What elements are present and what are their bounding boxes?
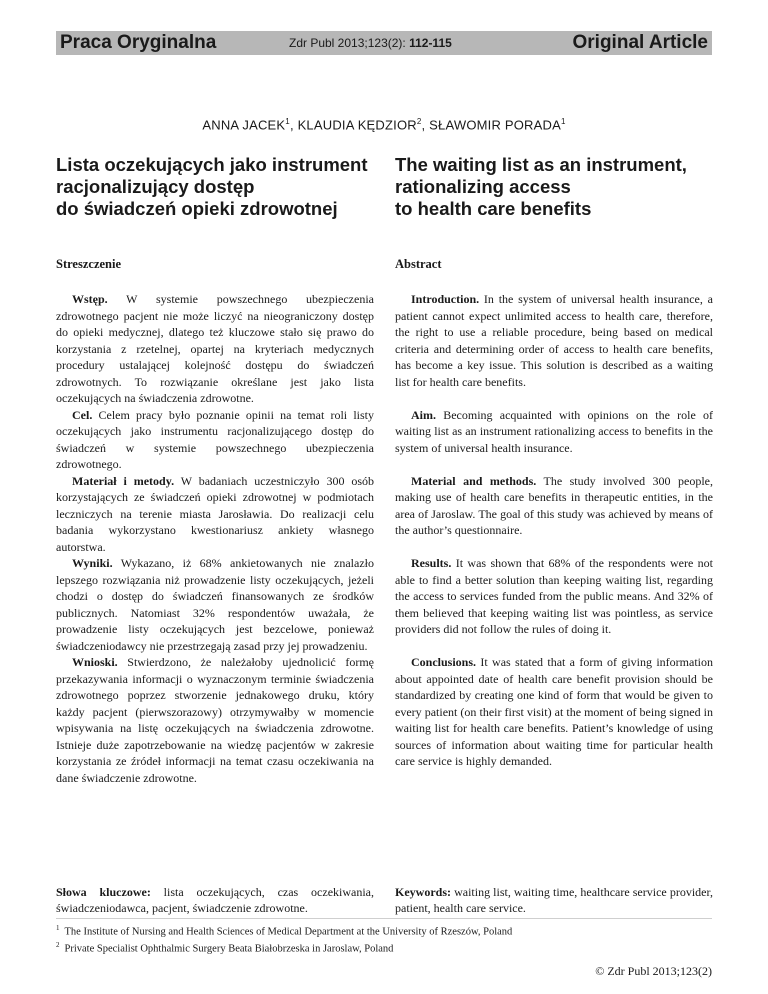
paragraph-label: Materiał i metody.: [72, 473, 175, 488]
footnote-number: 1: [56, 924, 60, 932]
footnote-text: Private Specialist Ophthalmic Surgery Beata Białobrzeska in Jaroslaw, Poland: [64, 943, 394, 954]
abstract-heading-en: Abstract: [395, 257, 442, 271]
author-name: ANNA JACEK: [202, 117, 286, 133]
section-label-en: Original Article: [572, 32, 708, 53]
paragraph-label: Cel.: [72, 407, 93, 422]
title-line: rationalizing access: [395, 176, 571, 197]
journal-citation: [289, 36, 452, 50]
abstract-paragraph: [395, 555, 713, 638]
title-line: to health care benefits: [395, 198, 592, 219]
footnote: [56, 922, 512, 939]
title-polish: [56, 154, 374, 220]
abstract-polish: [56, 291, 374, 786]
footnote-divider: [56, 918, 712, 919]
paragraph-label: Conclusions.: [411, 655, 477, 669]
keywords-text: lista oczekujących, czas oczekiwania, świadczeniodawca, pacjent, świadczenie zdrowotne.: [56, 885, 375, 915]
citation-prefix: Zdr Publ 2013;123(2):: [289, 36, 410, 50]
paragraph-label: Material and methods.: [411, 473, 537, 488]
keywords-label: Keywords:: [395, 885, 451, 899]
paragraph-label: Wnioski.: [72, 655, 118, 669]
abstract-paragraph: [395, 291, 713, 390]
section-label-pl: Praca Oryginalna: [60, 32, 217, 53]
title-line: racjonalizujący dostęp: [56, 176, 255, 197]
paragraph-label: Introduction.: [411, 292, 480, 306]
paragraph-text: In the system of universal health insurance, a patient cannot expect unlimited access to health care, therefore, the right to use a reliable procedure, being based on medical criteria and determining order of access to health care benefits, has become a key issue. This solution is described as a waiting list for health care benefits.: [395, 292, 713, 389]
paragraph-text: It was shown that 68% of the respondents were not able to find a better solution than keeping waiting list, regarding the access to services funded from the public means. And 32% of them believed that keeping waiting list was pointless, as service providers did not follow the rules of doing it.: [395, 556, 713, 636]
author-name: SŁAWOMIR PORADA: [429, 117, 561, 133]
abstract-paragraph: [56, 407, 374, 473]
abstract-paragraph: [395, 654, 713, 770]
paragraph-text: W badaniach uczestniczyło 300 osób korzystających ze świadczeń opieki zdrowotnej w podmiotach leczniczych na terenie miasta Jarosławia. Do realizacji celu badania wykorzystano kwestionariusz ankiety własnego autorstwa.: [56, 473, 374, 554]
paragraph-label: Results.: [411, 556, 452, 570]
abstract-english: [395, 291, 713, 786]
footnotes: [56, 922, 512, 955]
keywords-english: [395, 884, 713, 916]
paragraph-label: Aim.: [411, 407, 436, 422]
author-list: ANNA JACEK$^1$, KLAUDIA KĘDZIOR$^2$, SŁAWOMIR PORADA$^1$: [202, 117, 566, 133]
paragraph-text: It was stated that a form of giving information about appointed date of health care benefit provision should be standardized by creating one kind of form that would be given to every patient (on their first visit) at the moment of being signed in waiting list for health care benefits. Patient’s knowledge of using sources of information about waiting time for particular health care service is highly demanded.: [395, 655, 713, 768]
keywords-label: Słowa kluczowe:: [56, 885, 151, 899]
footnote: [56, 939, 512, 956]
footnote-text: The Institute of Nursing and Health Sciences of Medical Department at the University of Rzeszów, Poland: [64, 926, 513, 938]
author-affiliation: 1: [285, 117, 290, 126]
abstract-heading-pl: Streszczenie: [56, 257, 122, 271]
author-name: KLAUDIA KĘDZIOR: [297, 117, 417, 133]
author-affiliation: 1: [560, 117, 566, 126]
citation-pages: 112-115: [409, 36, 452, 50]
paragraph-label: Wyniki.: [72, 556, 113, 570]
paragraph-text: Becoming acquainted with opinions on the role of waiting list as an instrument rationalizing access to benefits in the system of universal health insurance.: [395, 407, 713, 455]
keywords-polish: [56, 884, 374, 916]
abstract-paragraph: [56, 473, 374, 556]
footnote-number: 2: [56, 940, 60, 949]
abstract-paragraph: [56, 654, 374, 786]
author-affiliation: 2: [416, 117, 422, 126]
header-bar: [56, 31, 712, 55]
title-english: [395, 154, 713, 220]
paragraph-text: Celem pracy było poznanie opinii na temat roli listy oczekujących jako instrumentu racjonalizującego dostęp do świadczeń w systemie powszechnego ubezpieczenia zdrowotnego.: [56, 407, 374, 471]
abstract-paragraph: [56, 555, 374, 654]
abstract-paragraph: [56, 291, 374, 407]
paragraph-label: Wstęp.: [72, 292, 108, 306]
title-line: do świadczeń opieki zdrowotnej: [56, 198, 338, 219]
paragraph-text: Wykazano, iż 68% ankietowanych nie znalazło lepszego rozwiązania niż prowadzenie listy oczekujących, jeżeli chodzi o dostęp do świadczeń finansowanych ze środków publicznych. Natomiast 32% respondentów uważała, że prowadzenie listy oczekujących jest bezcelowe, ponieważ świadczeniodawcy nie przestrzegają zasad przy jej prowadzeniu.: [56, 556, 374, 653]
title-line: The waiting list as an instrument,: [395, 154, 687, 175]
keywords-text: waiting list, waiting time, healthcare service provider, patient, health care service.: [395, 885, 713, 915]
title-line: Lista oczekujących jako instrument: [56, 154, 368, 175]
abstract-paragraph: [395, 473, 713, 539]
paragraph-text: Stwierdzono, że należałoby ujednolicić formę przekazywania informacji o wyznaczonym terminie świadczenia zdrowotnego poprzez stworzenie jednakowego druku, który każdy pacjent (pierwszorazowy) otrzymywałby w momencie wpisywania na listę oczekujących na świadczenia zdrowotne. Istnieje duże zapotrzebowanie na wiedzę pacjentów w zakresie korzystania ze źródeł informacji na temat czasu oczekiwania na dane świadczenie zdrowotne.: [56, 655, 374, 785]
paragraph-text: W systemie powszechnego ubezpieczenia zdrowotnego pacjent nie może liczyć na nieograniczony dostęp do opieki medycznej, dlatego też kluczowe stało się prawo do korzystania z rzetelnej, opartej na kryteriach medycznych procedury ustalającej kolejność dostępu do świadczeń zdrowotnych. To rozwiązanie określane jest jako lista oczekujących na świadczenia zdrowotne.: [56, 292, 374, 405]
abstract-paragraph: [395, 407, 713, 457]
paragraph-text: The study involved 300 people, making use of health care benefits in therapeutic entities, in the area of Jaroslaw. The goal of this study was achieved by means of the author’s questionnaire.: [395, 473, 713, 537]
page-footer-citation: © Zdr Publ 2013;123(2): [595, 964, 712, 978]
